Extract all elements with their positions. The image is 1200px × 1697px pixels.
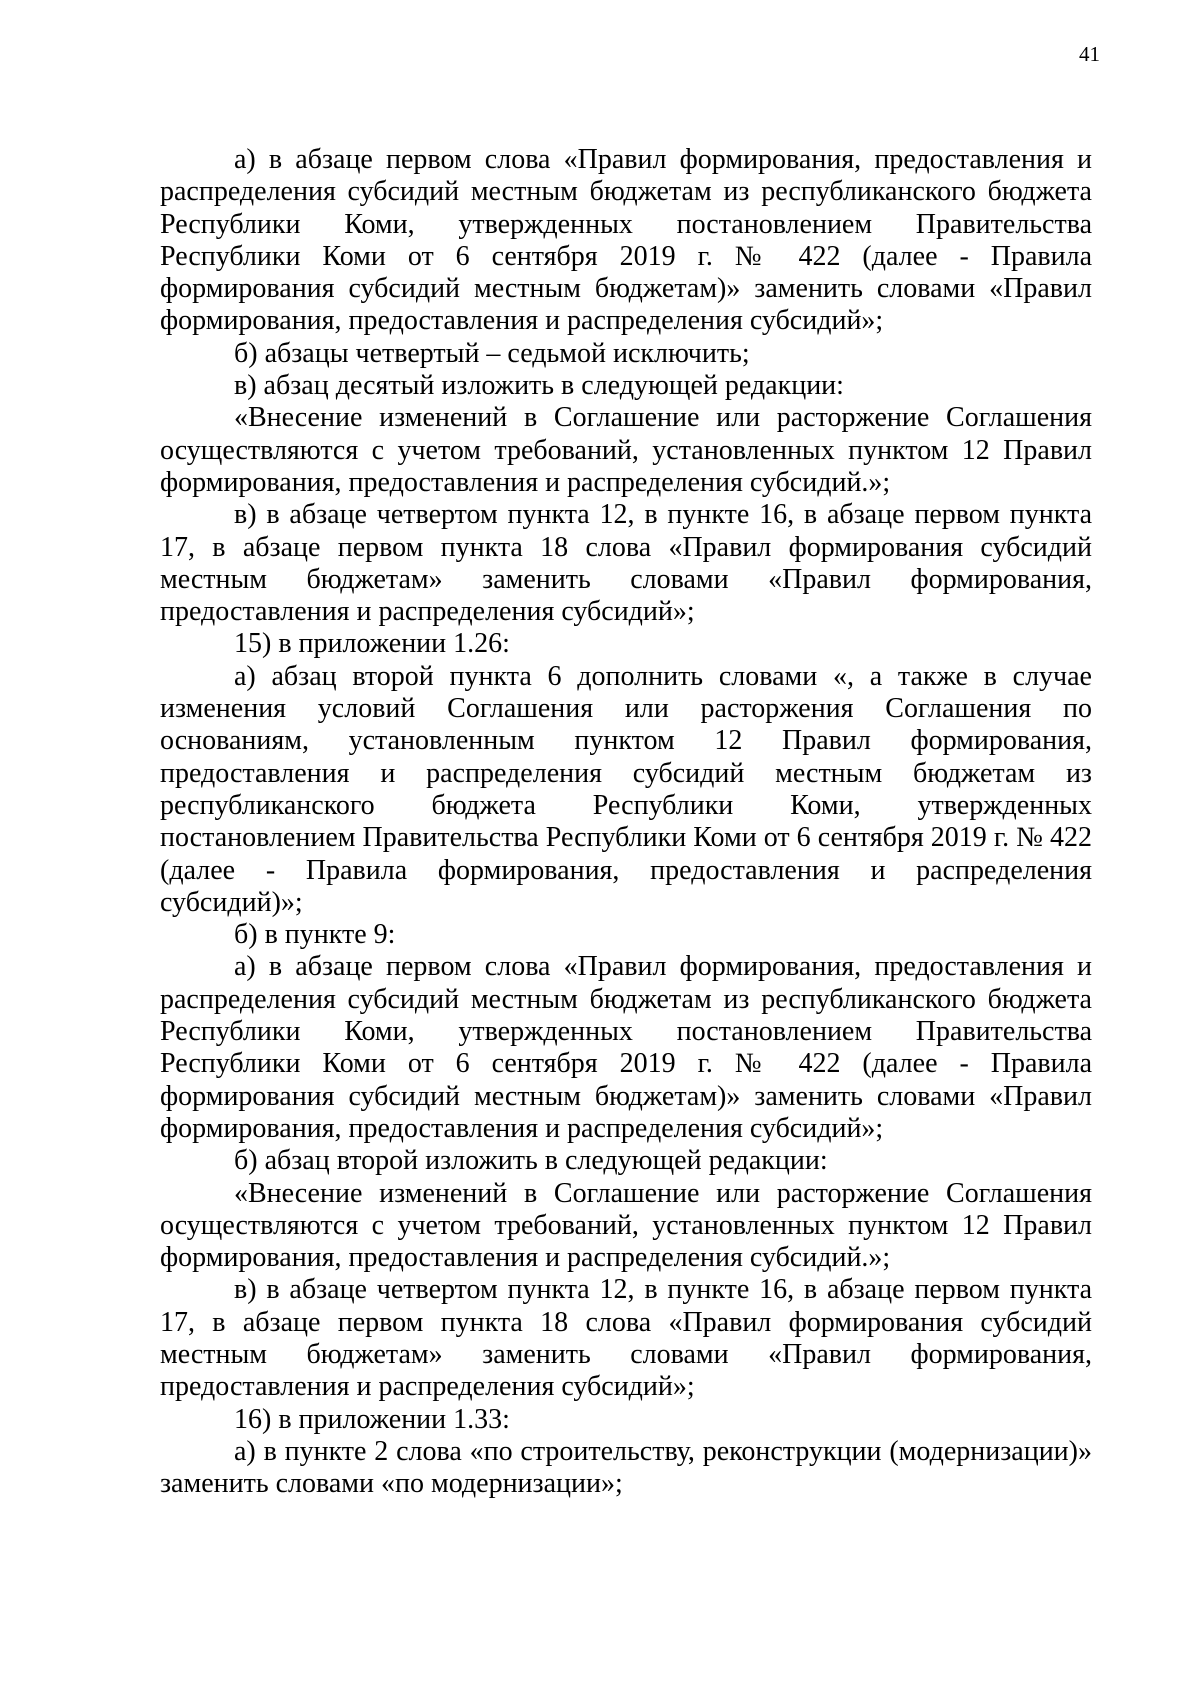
paragraph: в) в абзаце четвертом пункта 12, в пункте 16, в абзаце первом пункта 17, в абзаце первом пункта 18 слова «Правил формирования субсидий местным бюджетам» заменить словами «Правил формирования, предоставления и распределения субсидий»;: [160, 499, 1092, 628]
paragraph: б) абзац второй изложить в следующей редакции:: [234, 1145, 828, 1177]
paragraph: в) абзац десятый изложить в следующей редакции:: [234, 370, 844, 402]
paragraph: а) абзац второй пункта 6 дополнить словами «, а также в случае изменения условий Соглашения или расторжения Соглашения по основаниям, установленным пунктом 12 Правил формирования, предоставления и распределения субсидий местным бюджетам из республиканского бюджета Республики Коми, утвержденных постановлением Правительства Республики Коми от 6 сентября 2019 г. № 422 (далее - Правила формирования, предоставления и распределения субсидий)»;: [160, 660, 1092, 918]
paragraph: б) в пункте 9:: [234, 919, 396, 951]
paragraph: а) в пункте 2 слова «по строительству, реконструкции (модернизации)» заменить словами «по модернизации»;: [160, 1435, 1092, 1500]
paragraph: а) в абзаце первом слова «Правил формирования, предоставления и распределения субсидий местным бюджетам из республиканского бюджета Республики Коми, утвержденных постановлением Правительства Республики Коми от 6 сентября 2019 г. № 422 (далее - Правила формирования субсидий местным бюджетам)» заменить словами «Правил формирования, предоставления и распределения субсидий»;: [160, 144, 1092, 337]
paragraph: в) в абзаце четвертом пункта 12, в пункте 16, в абзаце первом пункта 17, в абзаце первом пункта 18 слова «Правил формирования субсидий местным бюджетам» заменить словами «Правил формирования, предоставления и распределения субсидий»;: [160, 1274, 1092, 1403]
page-number: 41: [1079, 42, 1100, 66]
paragraph: «Внесение изменений в Соглашение или расторжение Соглашения осуществляются с учетом требований, установленных пунктом 12 Правил формирования, предоставления и распределения субсидий.»;: [160, 402, 1092, 498]
paragraph: «Внесение изменений в Соглашение или расторжение Соглашения осуществляются с учетом требований, установленных пунктом 12 Правил формирования, предоставления и распределения субсидий.»;: [160, 1177, 1092, 1274]
paragraph: 15) в приложении 1.26:: [234, 628, 510, 660]
paragraph: а) в абзаце первом слова «Правил формирования, предоставления и распределения субсидий местным бюджетам из республиканского бюджета Республики Коми, утвержденных постановлением Правительства Республики Коми от 6 сентября 2019 г. № 422 (далее - Правила формирования субсидий местным бюджетам)» заменить словами «Правил формирования, предоставления и распределения субсидий»;: [160, 951, 1092, 1144]
paragraph: 16) в приложении 1.33:: [234, 1403, 510, 1435]
paragraph: б) абзацы четвертый – седьмой исключить;: [234, 337, 750, 369]
document-body: [160, 144, 1092, 1500]
